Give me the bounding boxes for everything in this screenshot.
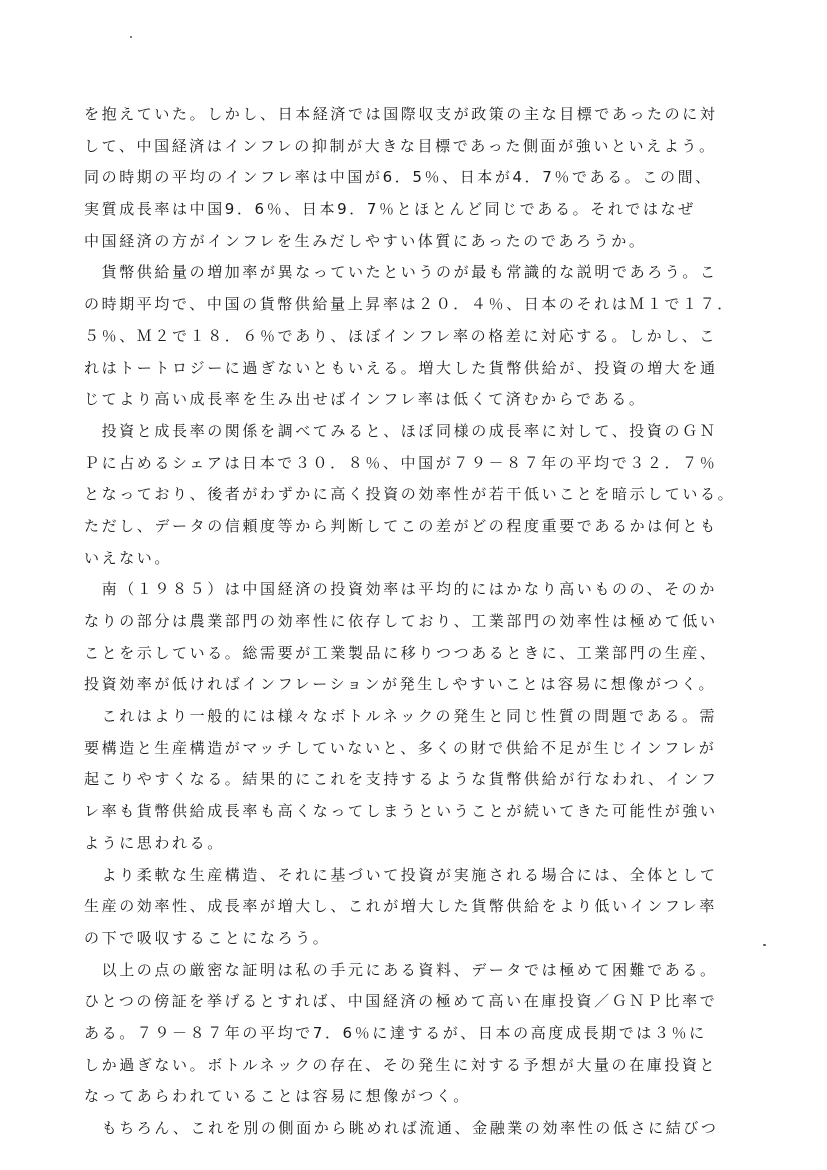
text-line: Ｐに占めるシェアは日本で３０．８％、中国が７９－８７年の平均で３２．７％	[84, 453, 718, 472]
text-line: ひとつの傍証を挙げるとすれば、中国経済の極めて高い在庫投資／ＧＮＰ比率で	[84, 992, 718, 1011]
text-line: レ率も貨幣供給成長率も高くなってしまうということが続いてきた可能性が強い	[84, 802, 718, 821]
text-line: 生産の効率性、成長率が増大し、これが増大した貨幣供給をより低いインフレ率	[84, 897, 718, 916]
text-line: 投資効率が低ければインフレーションが発生しやすいことは容易に想像がつく。	[84, 675, 717, 694]
text-line: なってあらわれていることは容易に想像がつく。	[84, 1087, 471, 1106]
text-line: ある。７９－８７年の平均で7．6％に達するが、日本の高度成長期では３％に	[84, 1023, 707, 1042]
text-line: 同の時期の平均のインフレ率は中国が6．5％、日本が4．7％である。この間、	[84, 168, 713, 187]
text-line: 要構造と生産構造がマッチしていないと、多くの財で供給不足が生じインフレが	[84, 738, 717, 757]
text-line: じてより高い成長率を生み出せばインフレ率は低くて済むからである。	[84, 390, 647, 409]
text-line: ことを示している。総需要が工業製品に移りつつあるときに、工業部門の生産、	[84, 643, 718, 662]
text-line: 南（１９８５）は中国経済の投資効率は平均的にはかなり高いものの、そのか	[84, 580, 718, 599]
text-line: いえない。	[84, 548, 173, 567]
text-line: ただし、データの信頼度等から判断してこの差がどの程度重要であるかは何とも	[84, 516, 718, 535]
text-line: 中国経済の方がインフレを生みだしやすい体質にあったのであろうか。	[84, 231, 647, 250]
text-line: ５％、Ｍ２で１８．６％であり、ほぼインフレ率の格差に対応する。しかし、こ	[84, 326, 718, 345]
body-text	[84, 99, 784, 1145]
text-line: なりの部分は農業部門の効率性に依存しており、工業部門の効率性は極めて低い	[84, 612, 718, 630]
text-line: しか過ぎない。ボトルネックの存在、その発生に対する予想が大量の在庫投資と	[84, 1055, 718, 1074]
text-line: ように思われる。	[84, 833, 225, 852]
text-line: の下で吸収することになろう。	[84, 928, 331, 947]
text-line: して、中国経済はインフレの抑制が大きな目標であった側面が強いといえよう。	[84, 136, 717, 155]
text-line: の時期平均で、中国の貨幣供給量上昇率は２０．４％、日本のそれはＭ１で１７．	[84, 295, 735, 314]
text-line: これはより一般的には様々なボトルネックの発生と同じ性質の問題である。需	[84, 707, 718, 726]
text-line: 起こりやすくなる。結果的にこれを支持するような貨幣供給が行なわれ、インフ	[84, 770, 719, 789]
text-line: 投資と成長率の関係を調べてみると、ほぼ同様の成長率に対して、投資のＧＮ	[84, 421, 718, 440]
text-line: 実質成長率は中国9．6％、日本9．7％とほとんど同じである。それではなぜ	[84, 200, 696, 219]
text-line: を抱えていた。しかし、日本経済では国際収支が政策の主な目標であったのに対	[84, 105, 718, 123]
text-line: となっており、後者がわずかに高く投資の効率性が若干低いことを暗示している。	[84, 485, 736, 504]
scan-speck	[130, 36, 132, 38]
text-line: 貨幣供給量の増加率が異なっていたというのが最も常識的な説明であろう。こ	[84, 263, 718, 282]
text-line: 以上の点の厳密な証明は私の手元にある資料、データでは極めて困難である。	[84, 960, 718, 979]
text-line: より柔軟な生産構造、それに基づいて投資が実施される場合には、全体として	[84, 865, 718, 884]
text-line: もちろん、これを別の側面から眺めれば流通、金融業の効率性の低さに結びつ	[84, 1119, 719, 1137]
text-line: れはトートロジーに過ぎないともいえる。増大した貨幣供給が、投資の増大を通	[84, 358, 718, 377]
